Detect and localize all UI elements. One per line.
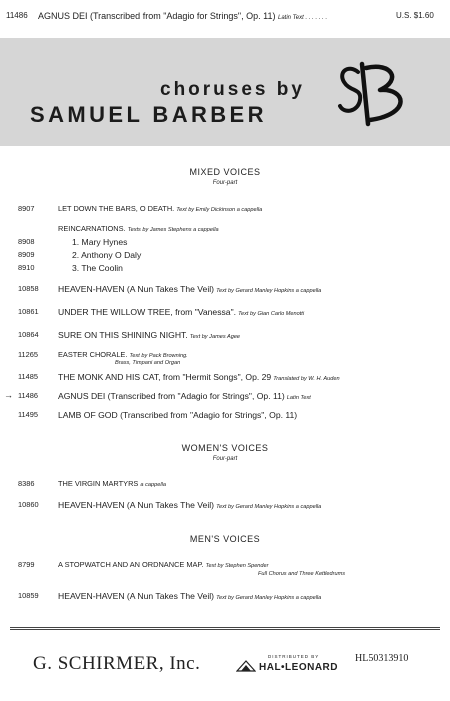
sb-monogram-logo <box>336 58 414 130</box>
song-title: UNDER THE WILLOW TREE, from "Vanessa". <box>58 307 237 317</box>
song-note: Text by Pack Browning. <box>129 353 188 359</box>
mixed-voices-subheading: Four-part <box>212 180 238 186</box>
list-item <box>0 560 450 577</box>
song-note: a cappella <box>140 482 166 488</box>
catalog-number: 10859 <box>18 591 39 600</box>
song-note: Text by Gerard Manley Hopkins a cappella <box>216 288 322 294</box>
song-note: Text by James Agee <box>189 334 241 340</box>
hal-leonard-logo-icon <box>236 660 256 672</box>
song-title: HEAVEN-HAVEN (A Nun Takes The Veil) <box>58 284 215 294</box>
song-note: Text by Gerard Manley Hopkins a cappella <box>216 595 322 601</box>
catalog-number: 8909 <box>18 250 35 259</box>
womens-voices-subheading: Four-part <box>212 456 238 462</box>
catalog-code: HL50313910 <box>355 653 409 664</box>
song-title: THE MONK AND HIS CAT, from "Hermit Songs", Op. 29 <box>58 372 272 382</box>
catalog-number: 8386 <box>18 479 35 488</box>
song-title: 2. Anthony O Daly <box>72 250 142 260</box>
song-title: LAMB OF GOD (Transcribed from "Adagio for Strings", Op. 11) <box>58 410 298 420</box>
catalog-number: 8908 <box>18 237 35 246</box>
mixed-voices-heading: MIXED VOICES <box>189 167 261 177</box>
list-item <box>0 372 450 384</box>
arrow-icon: → <box>4 390 13 400</box>
song-note: Text by Gerard Manley Hopkins a cappella <box>216 504 322 510</box>
song-subnote: Full Chorus and Three Kettledrums <box>258 571 346 577</box>
top-catalog-line <box>0 11 450 25</box>
banner-line1: choruses by <box>160 79 305 100</box>
list-item <box>0 284 450 296</box>
title-banner <box>0 38 450 146</box>
catalog-number: 8799 <box>18 560 35 569</box>
catalog-number: 11485 <box>18 372 39 381</box>
song-title: AGNUS DEI (Transcribed from "Adagio for Strings", Op. 11) <box>58 391 285 401</box>
song-title: 1. Mary Hynes <box>72 237 128 247</box>
list-item <box>0 263 450 275</box>
catalog-number: 10861 <box>18 307 39 316</box>
publisher-name: G. SCHIRMER, Inc. <box>33 653 201 674</box>
catalog-number: 8907 <box>18 204 35 213</box>
list-item <box>0 500 450 512</box>
song-title: SURE ON THIS SHINING NIGHT. <box>58 330 188 340</box>
song-title: 3. The Coolin <box>72 263 123 273</box>
top-catalog-number: 11486 <box>6 11 28 20</box>
song-title: HEAVEN-HAVEN (A Nun Takes The Veil) <box>58 591 215 601</box>
list-item <box>0 479 450 491</box>
catalog-number: 11495 <box>18 410 39 419</box>
list-item <box>0 307 450 319</box>
list-item <box>0 204 450 216</box>
catalog-number: 11486 <box>18 391 39 400</box>
song-note: Latin Text <box>286 395 311 401</box>
song-title: HEAVEN-HAVEN (A Nun Takes The Veil) <box>58 500 215 510</box>
mens-voices-heading: MEN'S VOICES <box>189 534 261 544</box>
catalog-number: 11265 <box>18 350 39 359</box>
list-item <box>0 250 450 262</box>
song-note: Text by Emily Dickinson a cappella <box>176 207 263 213</box>
song-note: Text by Stephen Spender <box>205 563 269 569</box>
song-title: LET DOWN THE BARS, O DEATH. <box>58 204 175 213</box>
footer-rule <box>10 627 440 630</box>
song-subnote: Brass, Timpani and Organ <box>115 360 181 366</box>
list-item <box>0 237 450 249</box>
distributed-by-label: DISTRIBUTED BY <box>268 654 320 659</box>
top-title <box>38 11 327 21</box>
top-title-text: AGNUS DEI (Transcribed from "Adagio for Strings", Op. 11) <box>38 11 276 21</box>
womens-voices-heading: WOMEN'S VOICES <box>181 443 269 453</box>
list-item <box>0 391 450 403</box>
list-item <box>0 410 450 422</box>
list-item <box>0 591 450 603</box>
top-price: U.S. $1.60 <box>396 11 434 20</box>
catalog-number: 8910 <box>18 263 35 272</box>
list-item <box>0 224 450 236</box>
song-title: A STOPWATCH AND AN ORDNANCE MAP. <box>58 560 204 569</box>
song-title: EASTER CHORALE. <box>58 350 128 359</box>
song-note: Translated by W. H. Auden <box>273 376 340 382</box>
top-title-note: Latin Text . . . . . . . <box>277 15 328 21</box>
song-note: Text by Gian Carlo Menotti <box>238 311 305 317</box>
song-note: Texts by James Stephens a cappella <box>127 227 219 233</box>
catalog-number: 10864 <box>18 330 39 339</box>
catalog-number: 10858 <box>18 284 39 293</box>
list-item <box>0 350 450 366</box>
song-title: THE VIRGIN MARTYRS <box>58 479 139 488</box>
list-item <box>0 330 450 342</box>
song-title: REINCARNATIONS. <box>58 224 126 233</box>
catalog-number: 10860 <box>18 500 39 509</box>
banner-composer: SAMUEL BARBER <box>30 102 267 127</box>
distributor-name: HAL•LEONARD <box>259 662 338 673</box>
